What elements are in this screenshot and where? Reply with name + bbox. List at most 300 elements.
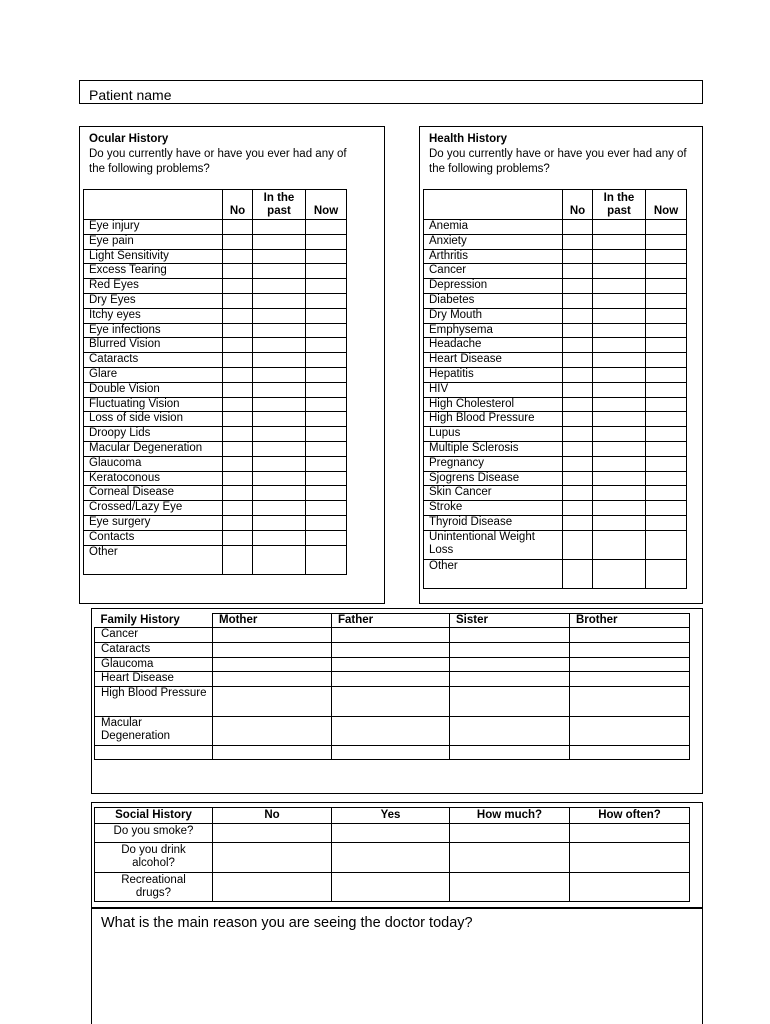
social-row-do-you-smoke — [95, 824, 690, 843]
ocular-cell-no[interactable] — [223, 264, 253, 279]
health-cell-now[interactable] — [646, 264, 687, 279]
family-col-sister: Sister — [450, 614, 570, 628]
health-row-thyroid-disease — [424, 515, 687, 530]
ocular-cell-now[interactable] — [306, 293, 347, 308]
family-cell-father[interactable] — [332, 746, 450, 760]
health-row-pregnancy — [424, 456, 687, 471]
ocular-cell-past[interactable] — [253, 515, 306, 530]
family-cell-mother[interactable] — [213, 672, 332, 687]
social-cell-how-much[interactable] — [450, 843, 570, 873]
ocular-cell-now[interactable] — [306, 279, 347, 294]
ocular-cell-no[interactable] — [223, 367, 253, 382]
health-cell-no[interactable] — [563, 264, 593, 279]
ocular-row-blurred-vision — [84, 338, 347, 353]
ocular-cell-now[interactable] — [306, 441, 347, 456]
ocular-item-label: Loss of side vision — [84, 412, 223, 427]
social-item-label: Recreational drugs? — [95, 872, 213, 902]
health-cell-now[interactable] — [646, 471, 687, 486]
social-cell-yes[interactable] — [332, 872, 450, 902]
health-row-cancer — [424, 264, 687, 279]
ocular-cell-past[interactable] — [253, 367, 306, 382]
health-cell-no[interactable] — [563, 382, 593, 397]
social-row-do-you-drink-alcohol — [95, 843, 690, 873]
ocular-item-label: Macular Degeneration — [84, 441, 223, 456]
health-cell-now[interactable] — [646, 249, 687, 264]
social-history-title: Social History — [95, 808, 213, 824]
health-cell-no[interactable] — [563, 412, 593, 427]
health-cell-now[interactable] — [646, 456, 687, 471]
ocular-cell-no[interactable] — [223, 471, 253, 486]
ocular-cell-past[interactable] — [253, 323, 306, 338]
ocular-cell-no[interactable] — [223, 323, 253, 338]
health-item-label: Anxiety — [424, 234, 563, 249]
health-row-other — [424, 559, 687, 588]
ocular-row-eye-infections — [84, 323, 347, 338]
ocular-cell-now[interactable] — [306, 545, 347, 574]
health-cell-now[interactable] — [646, 234, 687, 249]
health-cell-past[interactable] — [593, 412, 646, 427]
ocular-item-label: Light Sensitivity — [84, 249, 223, 264]
health-cell-now[interactable] — [646, 323, 687, 338]
family-cell-mother[interactable] — [213, 657, 332, 672]
health-col-no: No — [563, 190, 593, 220]
health-cell-past[interactable] — [593, 501, 646, 516]
social-item-label: Do you smoke? — [95, 824, 213, 843]
health-cell-no[interactable] — [563, 279, 593, 294]
visit-reason-question: What is the main reason you are seeing the doctor today? — [101, 915, 473, 931]
family-cell-sister[interactable] — [450, 657, 570, 672]
health-item-label: Sjogrens Disease — [424, 471, 563, 486]
health-item-label: Cancer — [424, 264, 563, 279]
family-history-section — [91, 608, 703, 794]
family-cell-brother[interactable] — [570, 672, 690, 687]
ocular-item-label: Cataracts — [84, 353, 223, 368]
ocular-item-label: Contacts — [84, 530, 223, 545]
ocular-cell-no[interactable] — [223, 412, 253, 427]
ocular-cell-now[interactable] — [306, 471, 347, 486]
health-cell-now[interactable] — [646, 412, 687, 427]
health-cell-past[interactable] — [593, 456, 646, 471]
health-cell-past[interactable] — [593, 397, 646, 412]
ocular-cell-past[interactable] — [253, 279, 306, 294]
ocular-cell-past[interactable] — [253, 234, 306, 249]
health-item-label: Diabetes — [424, 293, 563, 308]
ocular-cell-now[interactable] — [306, 486, 347, 501]
health-item-label: Anemia — [424, 220, 563, 235]
health-cell-no[interactable] — [563, 338, 593, 353]
ocular-cell-no[interactable] — [223, 234, 253, 249]
health-row-high-blood-pressure — [424, 412, 687, 427]
health-item-label: Arthritis — [424, 249, 563, 264]
health-cell-now[interactable] — [646, 382, 687, 397]
health-item-label: Hepatitis — [424, 367, 563, 382]
social-cell-how-often[interactable] — [570, 872, 690, 902]
health-row-dry-mouth — [424, 308, 687, 323]
health-cell-past[interactable] — [593, 382, 646, 397]
ocular-row-droopy-lids — [84, 427, 347, 442]
family-cell-mother[interactable] — [213, 642, 332, 657]
social-cell-how-much[interactable] — [450, 824, 570, 843]
social-cell-how-much[interactable] — [450, 872, 570, 902]
ocular-col-no: No — [223, 190, 253, 220]
health-cell-no[interactable] — [563, 249, 593, 264]
health-cell-now[interactable] — [646, 559, 687, 588]
health-cell-past[interactable] — [593, 471, 646, 486]
health-cell-no[interactable] — [563, 515, 593, 530]
ocular-cell-past[interactable] — [253, 486, 306, 501]
health-cell-past[interactable] — [593, 367, 646, 382]
health-row-anemia — [424, 220, 687, 235]
social-cell-how-often[interactable] — [570, 824, 690, 843]
social-history-table — [94, 807, 690, 902]
visit-reason-section[interactable] — [91, 908, 703, 1024]
family-cell-sister[interactable] — [450, 716, 570, 746]
ocular-cell-now[interactable] — [306, 323, 347, 338]
health-row-lupus — [424, 427, 687, 442]
health-item-label: Headache — [424, 338, 563, 353]
health-cell-no[interactable] — [563, 530, 593, 559]
ocular-cell-no[interactable] — [223, 545, 253, 574]
health-row-arthritis — [424, 249, 687, 264]
family-cell-sister[interactable] — [450, 746, 570, 760]
family-row-blank-6 — [95, 746, 690, 760]
family-cell-brother[interactable] — [570, 746, 690, 760]
health-row-multiple-sclerosis — [424, 441, 687, 456]
ocular-cell-no[interactable] — [223, 220, 253, 235]
family-cell-sister[interactable] — [450, 628, 570, 643]
family-cell-mother[interactable] — [213, 746, 332, 760]
health-cell-no[interactable] — [563, 501, 593, 516]
ocular-item-label: Eye surgery — [84, 515, 223, 530]
family-row-heart-disease — [95, 672, 690, 687]
ocular-row-fluctuating-vision — [84, 397, 347, 412]
family-cell-father[interactable] — [332, 642, 450, 657]
patient-name-label: Patient name — [89, 87, 172, 103]
ocular-item-label: Glare — [84, 367, 223, 382]
health-cell-past[interactable] — [593, 293, 646, 308]
ocular-cell-now[interactable] — [306, 456, 347, 471]
health-cell-past[interactable] — [593, 264, 646, 279]
health-row-unintentional-weight-loss — [424, 530, 687, 559]
social-col-no: No — [213, 808, 332, 824]
health-cell-no[interactable] — [563, 486, 593, 501]
ocular-cell-no[interactable] — [223, 501, 253, 516]
family-history-title: Family History — [95, 614, 213, 628]
ocular-cell-now[interactable] — [306, 308, 347, 323]
health-cell-no[interactable] — [563, 559, 593, 588]
ocular-cell-now[interactable] — [306, 515, 347, 530]
health-cell-no[interactable] — [563, 353, 593, 368]
ocular-cell-now[interactable] — [306, 427, 347, 442]
ocular-cell-no[interactable] — [223, 530, 253, 545]
ocular-cell-now[interactable] — [306, 530, 347, 545]
ocular-cell-now[interactable] — [306, 264, 347, 279]
ocular-cell-no[interactable] — [223, 293, 253, 308]
health-cell-past[interactable] — [593, 323, 646, 338]
ocular-row-eye-surgery — [84, 515, 347, 530]
ocular-item-label: Blurred Vision — [84, 338, 223, 353]
health-cell-now[interactable] — [646, 441, 687, 456]
health-row-stroke — [424, 501, 687, 516]
ocular-cell-past[interactable] — [253, 220, 306, 235]
ocular-cell-past[interactable] — [253, 293, 306, 308]
ocular-col-past: In the past — [253, 190, 306, 220]
health-cell-past[interactable] — [593, 515, 646, 530]
family-cell-mother[interactable] — [213, 716, 332, 746]
social-row-recreational-drugs — [95, 872, 690, 902]
ocular-item-label: Fluctuating Vision — [84, 397, 223, 412]
health-cell-no[interactable] — [563, 220, 593, 235]
health-cell-now[interactable] — [646, 293, 687, 308]
ocular-cell-no[interactable] — [223, 427, 253, 442]
family-item-label: Heart Disease — [95, 672, 213, 687]
health-cell-past[interactable] — [593, 220, 646, 235]
ocular-item-label: Keratoconous — [84, 471, 223, 486]
family-col-brother: Brother — [570, 614, 690, 628]
ocular-item-label: Other — [84, 545, 223, 574]
ocular-blank-header — [84, 190, 223, 220]
family-row-macular-degeneration — [95, 716, 690, 746]
ocular-cell-now[interactable] — [306, 220, 347, 235]
ocular-row-glaucoma — [84, 456, 347, 471]
social-cell-yes[interactable] — [332, 824, 450, 843]
ocular-item-label: Corneal Disease — [84, 486, 223, 501]
ocular-cell-now[interactable] — [306, 501, 347, 516]
health-cell-now[interactable] — [646, 220, 687, 235]
health-cell-past[interactable] — [593, 338, 646, 353]
ocular-history-table — [83, 189, 347, 575]
health-row-hepatitis — [424, 367, 687, 382]
ocular-cell-past[interactable] — [253, 456, 306, 471]
health-cell-past[interactable] — [593, 559, 646, 588]
social-cell-yes[interactable] — [332, 843, 450, 873]
health-cell-now[interactable] — [646, 515, 687, 530]
social-cell-how-often[interactable] — [570, 843, 690, 873]
health-history-title: Health History — [429, 133, 507, 145]
ocular-cell-no[interactable] — [223, 515, 253, 530]
health-col-now: Now — [646, 190, 687, 220]
health-cell-now[interactable] — [646, 353, 687, 368]
health-cell-past[interactable] — [593, 353, 646, 368]
health-row-sjogrens-disease — [424, 471, 687, 486]
ocular-cell-no[interactable] — [223, 249, 253, 264]
ocular-cell-now[interactable] — [306, 397, 347, 412]
health-cell-no[interactable] — [563, 397, 593, 412]
ocular-cell-past[interactable] — [253, 545, 306, 574]
family-row-glaucoma — [95, 657, 690, 672]
ocular-cell-now[interactable] — [306, 412, 347, 427]
ocular-cell-no[interactable] — [223, 441, 253, 456]
health-cell-no[interactable] — [563, 441, 593, 456]
social-cell-no[interactable] — [213, 872, 332, 902]
ocular-cell-now[interactable] — [306, 353, 347, 368]
ocular-cell-past[interactable] — [253, 427, 306, 442]
family-cell-brother[interactable] — [570, 687, 690, 717]
family-cell-father[interactable] — [332, 657, 450, 672]
ocular-cell-no[interactable] — [223, 353, 253, 368]
health-cell-now[interactable] — [646, 308, 687, 323]
ocular-cell-now[interactable] — [306, 367, 347, 382]
ocular-history-title: Ocular History — [89, 133, 169, 145]
ocular-item-label: Crossed/Lazy Eye — [84, 501, 223, 516]
health-item-label: High Blood Pressure — [424, 412, 563, 427]
social-cell-no[interactable] — [213, 843, 332, 873]
ocular-item-label: Eye injury — [84, 220, 223, 235]
health-cell-now[interactable] — [646, 367, 687, 382]
health-cell-no[interactable] — [563, 471, 593, 486]
ocular-row-other — [84, 545, 347, 574]
health-item-label: Lupus — [424, 427, 563, 442]
family-cell-father[interactable] — [332, 687, 450, 717]
health-cell-past[interactable] — [593, 486, 646, 501]
patient-name-field[interactable] — [79, 80, 703, 104]
ocular-cell-no[interactable] — [223, 308, 253, 323]
health-cell-now[interactable] — [646, 279, 687, 294]
ocular-cell-past[interactable] — [253, 471, 306, 486]
health-cell-past[interactable] — [593, 279, 646, 294]
family-cell-brother[interactable] — [570, 642, 690, 657]
ocular-cell-past[interactable] — [253, 353, 306, 368]
ocular-item-label: Dry Eyes — [84, 293, 223, 308]
family-cell-sister[interactable] — [450, 642, 570, 657]
health-cell-no[interactable] — [563, 427, 593, 442]
health-history-question: Do you currently have or have you ever had any of the following problems? — [429, 148, 687, 175]
ocular-cell-past[interactable] — [253, 338, 306, 353]
health-cell-past[interactable] — [593, 249, 646, 264]
social-item-label: Do you drink alcohol? — [95, 843, 213, 873]
ocular-cell-past[interactable] — [253, 249, 306, 264]
ocular-cell-past[interactable] — [253, 501, 306, 516]
ocular-col-now: Now — [306, 190, 347, 220]
health-cell-no[interactable] — [563, 308, 593, 323]
ocular-history-section — [79, 126, 385, 604]
ocular-item-label: Droopy Lids — [84, 427, 223, 442]
health-cell-no[interactable] — [563, 323, 593, 338]
ocular-cell-no[interactable] — [223, 456, 253, 471]
family-item-label: Macular Degeneration — [95, 716, 213, 746]
ocular-cell-no[interactable] — [223, 486, 253, 501]
ocular-cell-now[interactable] — [306, 382, 347, 397]
family-cell-brother[interactable] — [570, 716, 690, 746]
health-cell-now[interactable] — [646, 486, 687, 501]
social-cell-no[interactable] — [213, 824, 332, 843]
ocular-item-label: Itchy eyes — [84, 308, 223, 323]
ocular-row-corneal-disease — [84, 486, 347, 501]
ocular-row-light-sensitivity — [84, 249, 347, 264]
health-history-table — [423, 189, 687, 589]
family-cell-mother[interactable] — [213, 628, 332, 643]
health-history-section — [419, 126, 703, 604]
health-cell-past[interactable] — [593, 441, 646, 456]
ocular-item-label: Eye infections — [84, 323, 223, 338]
health-item-label: Heart Disease — [424, 353, 563, 368]
ocular-row-macular-degeneration — [84, 441, 347, 456]
ocular-cell-past[interactable] — [253, 412, 306, 427]
health-row-emphysema — [424, 323, 687, 338]
health-cell-now[interactable] — [646, 530, 687, 559]
ocular-row-excess-tearing — [84, 264, 347, 279]
family-cell-father[interactable] — [332, 628, 450, 643]
health-cell-now[interactable] — [646, 427, 687, 442]
health-cell-no[interactable] — [563, 293, 593, 308]
ocular-cell-no[interactable] — [223, 397, 253, 412]
health-row-diabetes — [424, 293, 687, 308]
ocular-cell-past[interactable] — [253, 264, 306, 279]
health-item-label: Stroke — [424, 501, 563, 516]
ocular-row-loss-of-side-vision — [84, 412, 347, 427]
health-cell-no[interactable] — [563, 234, 593, 249]
ocular-row-cataracts — [84, 353, 347, 368]
ocular-cell-no[interactable] — [223, 279, 253, 294]
health-cell-past[interactable] — [593, 427, 646, 442]
family-cell-father[interactable] — [332, 672, 450, 687]
ocular-cell-now[interactable] — [306, 234, 347, 249]
health-row-depression — [424, 279, 687, 294]
ocular-row-keratoconous — [84, 471, 347, 486]
ocular-cell-no[interactable] — [223, 382, 253, 397]
ocular-item-label: Eye pain — [84, 234, 223, 249]
ocular-item-label: Double Vision — [84, 382, 223, 397]
health-item-label: Multiple Sclerosis — [424, 441, 563, 456]
health-row-anxiety — [424, 234, 687, 249]
ocular-cell-past[interactable] — [253, 530, 306, 545]
family-cell-mother[interactable] — [213, 687, 332, 717]
ocular-row-double-vision — [84, 382, 347, 397]
family-col-father: Father — [332, 614, 450, 628]
health-row-heart-disease — [424, 353, 687, 368]
family-cell-father[interactable] — [332, 716, 450, 746]
ocular-cell-past[interactable] — [253, 441, 306, 456]
family-cell-brother[interactable] — [570, 628, 690, 643]
ocular-cell-past[interactable] — [253, 382, 306, 397]
health-item-label: HIV — [424, 382, 563, 397]
social-history-section — [91, 802, 703, 908]
social-col-how-often: How often? — [570, 808, 690, 824]
family-cell-sister[interactable] — [450, 687, 570, 717]
family-item-label: Cataracts — [95, 642, 213, 657]
health-col-past: In the past — [593, 190, 646, 220]
ocular-cell-past[interactable] — [253, 397, 306, 412]
ocular-cell-now[interactable] — [306, 249, 347, 264]
ocular-cell-past[interactable] — [253, 308, 306, 323]
health-item-label: Skin Cancer — [424, 486, 563, 501]
ocular-row-itchy-eyes — [84, 308, 347, 323]
health-cell-no[interactable] — [563, 367, 593, 382]
ocular-history-question: Do you currently have or have you ever had any of the following problems? — [89, 148, 347, 175]
family-cell-brother[interactable] — [570, 657, 690, 672]
ocular-row-red-eyes — [84, 279, 347, 294]
ocular-item-label: Red Eyes — [84, 279, 223, 294]
health-row-hiv — [424, 382, 687, 397]
ocular-cell-now[interactable] — [306, 338, 347, 353]
health-cell-now[interactable] — [646, 501, 687, 516]
ocular-row-crossed-lazy-eye — [84, 501, 347, 516]
health-item-label: Unintentional Weight Loss — [424, 530, 563, 559]
health-row-high-cholesterol — [424, 397, 687, 412]
health-cell-now[interactable] — [646, 338, 687, 353]
health-cell-past[interactable] — [593, 530, 646, 559]
health-cell-past[interactable] — [593, 234, 646, 249]
health-cell-now[interactable] — [646, 397, 687, 412]
health-cell-no[interactable] — [563, 456, 593, 471]
health-cell-past[interactable] — [593, 308, 646, 323]
family-row-high-blood-pressure — [95, 687, 690, 717]
health-item-label: Other — [424, 559, 563, 588]
ocular-row-eye-injury — [84, 220, 347, 235]
family-cell-sister[interactable] — [450, 672, 570, 687]
family-row-cataracts — [95, 642, 690, 657]
ocular-cell-no[interactable] — [223, 338, 253, 353]
